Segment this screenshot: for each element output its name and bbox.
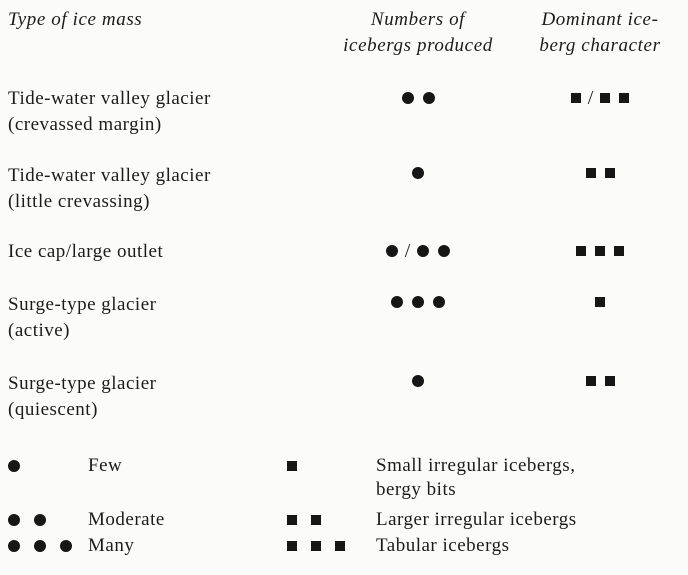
legend-many-label: Many	[88, 535, 135, 556]
header-numbers-of-icebergs	[318, 7, 518, 59]
filled-circle-icon	[8, 514, 20, 526]
header-dominant-line2: berg character	[539, 35, 661, 56]
header-numbers-line2: icebergs produced	[343, 35, 493, 56]
legend-small-irregular-label	[376, 454, 575, 502]
filled-square-icon	[287, 515, 297, 525]
legend-tabular-label: Tabular icebergs	[376, 535, 510, 556]
legend-numbers-symbol	[8, 508, 46, 532]
filled-circle-icon	[433, 296, 445, 308]
row-numbers-symbol	[318, 239, 518, 263]
filled-circle-icon	[34, 514, 46, 526]
legend-numbers-symbol	[8, 454, 20, 478]
row-label-4	[8, 371, 156, 423]
row-label-line1: Ice cap/large outlet	[8, 241, 164, 262]
filled-circle-icon	[8, 540, 20, 552]
filled-square-icon	[576, 246, 586, 256]
filled-circle-icon	[423, 92, 435, 104]
filled-circle-icon	[34, 540, 46, 552]
row-label-line1: Tide-water valley glacier	[8, 165, 211, 186]
filled-circle-icon	[417, 245, 429, 257]
row-character-symbol	[512, 239, 688, 263]
header-type-text: Type of ice mass	[8, 9, 143, 30]
filled-square-icon	[586, 168, 596, 178]
filled-circle-icon	[8, 460, 20, 472]
row-numbers-symbol	[318, 86, 518, 110]
filled-square-icon	[311, 541, 321, 551]
row-character-symbol	[512, 290, 688, 314]
header-dominant-line1: Dominant ice-	[541, 9, 659, 30]
filled-circle-icon	[402, 92, 414, 104]
header-type-of-ice-mass	[8, 7, 142, 33]
row-label-2	[8, 239, 163, 265]
filled-square-icon	[287, 541, 297, 551]
filled-square-icon	[595, 297, 605, 307]
filled-square-icon	[619, 93, 629, 103]
filled-square-icon	[311, 515, 321, 525]
filled-circle-icon	[60, 540, 72, 552]
filled-square-icon	[600, 93, 610, 103]
row-label-line1: Tide-water valley glacier	[8, 88, 211, 109]
row-label-line1: Surge-type glacier	[8, 294, 157, 315]
header-numbers-line1: Numbers of	[370, 9, 466, 30]
row-character-symbol	[512, 161, 688, 185]
filled-circle-icon	[391, 296, 403, 308]
slash-separator: /	[587, 87, 594, 109]
row-label-line1: Surge-type glacier	[8, 373, 157, 394]
row-numbers-symbol	[318, 161, 518, 185]
filled-square-icon	[571, 93, 581, 103]
slash-separator: /	[404, 240, 411, 262]
row-label-1	[8, 163, 211, 215]
legend-larger-irregular-label: Larger irregular icebergs	[376, 509, 577, 530]
legend-character-symbol	[287, 534, 345, 558]
row-label-3	[8, 292, 156, 344]
filled-circle-icon	[412, 296, 424, 308]
legend-small-irregular-line2: bergy bits	[376, 479, 457, 500]
filled-square-icon	[605, 168, 615, 178]
legend-few-label: Few	[88, 455, 123, 476]
filled-circle-icon	[412, 167, 424, 179]
legend-character-symbol	[287, 454, 297, 478]
row-character-symbol	[512, 86, 688, 110]
legend-small-irregular-line1: Small irregular icebergs,	[376, 455, 576, 476]
filled-square-icon	[614, 246, 624, 256]
row-numbers-symbol	[318, 369, 518, 393]
row-numbers-symbol	[318, 290, 518, 314]
filled-square-icon	[595, 246, 605, 256]
row-label-line2: (crevassed margin)	[8, 114, 162, 135]
legend-moderate-label: Moderate	[88, 509, 165, 530]
filled-square-icon	[287, 461, 297, 471]
filled-circle-icon	[386, 245, 398, 257]
row-character-symbol	[512, 369, 688, 393]
header-dominant-character	[512, 7, 688, 59]
row-label-line2: (quiescent)	[8, 399, 98, 420]
legend-character-symbol	[287, 508, 321, 532]
filled-circle-icon	[412, 375, 424, 387]
legend-numbers-symbol	[8, 534, 72, 558]
row-label-line2: (active)	[8, 320, 71, 341]
row-label-0	[8, 86, 211, 138]
filled-square-icon	[605, 376, 615, 386]
filled-circle-icon	[438, 245, 450, 257]
filled-square-icon	[586, 376, 596, 386]
filled-square-icon	[335, 541, 345, 551]
row-label-line2: (little crevassing)	[8, 191, 150, 212]
